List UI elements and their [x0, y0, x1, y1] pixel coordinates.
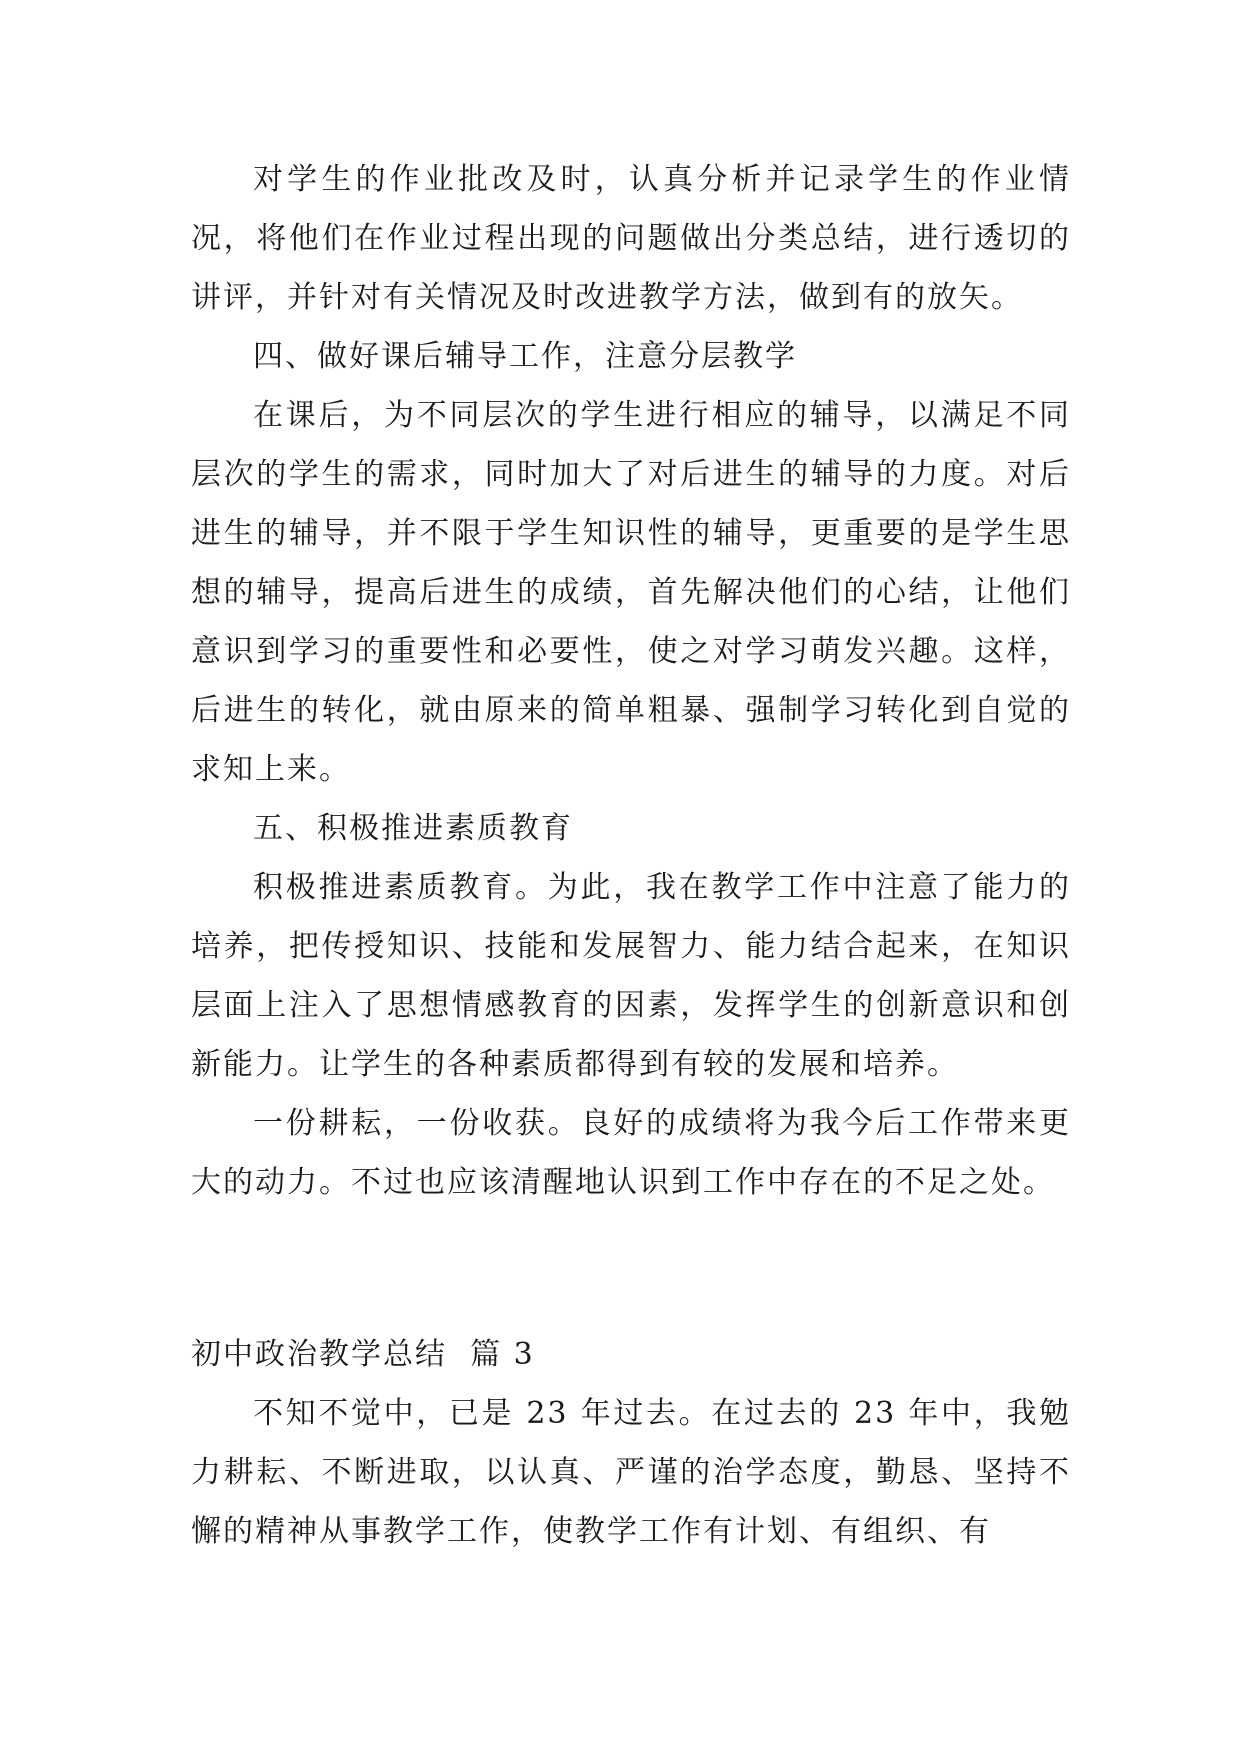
document-body-bottom — [191, 1325, 1071, 1561]
paragraph-quality-education: 积极推进素质教育。为此，我在教学工作中注意了能力的培养，把传授知识、技能和发展智力、能力结合起来，在知识层面上注入了思想情感教育的因素，发挥学生的创新意识和创新能力。让学生的各种素质都得到有较的发展和培养。 — [191, 870, 1071, 1082]
document-body-top — [191, 150, 1071, 1212]
paragraph-intro-section-three: 不知不觉中，已是 23 年过去。在过去的 23 年中，我勉力耕耘、不断进取，以认真、严谨的治学态度，勤恳、坚持不懈的精神从事教学工作，使教学工作有计划、有组织、有 — [191, 1396, 1071, 1549]
paragraph-conclusion: 一份耕耘，一份收获。良好的成绩将为我今后工作带来更大的动力。不过也应该清醒地认识到工作中存在的不足之处。 — [191, 1106, 1071, 1200]
paragraph-homework: 对学生的作业批改及时，认真分析并记录学生的作业情况，将他们在作业过程出现的问题做出分类总结，进行透切的讲评，并针对有关情况及时改进教学方法，做到有的放矢。 — [191, 162, 1071, 315]
heading-section-five: 五、积极推进素质教育 — [253, 811, 573, 846]
section-title: 初中政治教学总结 篇 3 — [191, 1337, 535, 1372]
paragraph-tutoring: 在课后，为不同层次的学生进行相应的辅导，以满足不同层次的学生的需求，同时加大了对后进生的辅导的力度。对后进生的辅导，并不限于学生知识性的辅导，更重要的是学生思想的辅导，提高后进生的成绩，首先解决他们的心结，让他们意识到学习的重要性和必要性，使之对学习萌发兴趣。这样，后进生的转化，就由原来的简单粗暴、强制学习转化到自觉的求知上来。 — [191, 398, 1071, 787]
heading-section-four: 四、做好课后辅导工作，注意分层教学 — [253, 339, 797, 374]
